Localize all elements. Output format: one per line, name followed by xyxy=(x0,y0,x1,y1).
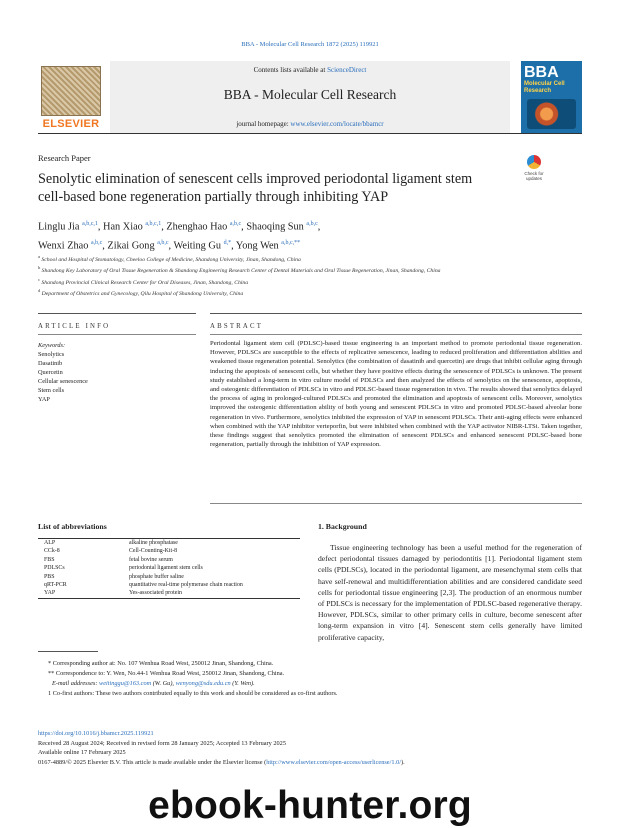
table-row xyxy=(38,556,300,564)
divider xyxy=(210,334,582,335)
journal-header xyxy=(38,61,582,134)
affiliation-text: Shandong Key Laboratory of Oral Tissue Regeneration & Shandong Engineering Research Center of Dental Materials and Oral Tissue Regeneration, Jinan, Shandong, China xyxy=(41,268,441,275)
author-name[interactable]: Wenxi Zhao xyxy=(38,240,89,252)
table-row xyxy=(38,564,300,572)
definition-cell: alkaline phosphatase xyxy=(129,540,178,546)
author-name[interactable]: Weiting Gu xyxy=(173,240,221,252)
affiliation-marker: d xyxy=(38,288,41,294)
definition-cell: quantitative real-time polymerase chain reaction xyxy=(129,582,243,589)
homepage-line xyxy=(110,120,510,128)
license-suffix: ). xyxy=(400,758,405,766)
abbreviation-cell: PBS xyxy=(44,573,55,580)
license-prefix: 0167-4889/© 2025 Elsevier B.V. This article is made available under the Elsevier license ( xyxy=(38,758,267,766)
affiliation-list xyxy=(38,253,558,299)
contents-line xyxy=(110,66,510,74)
crossmark-label: Check for updates xyxy=(524,171,544,181)
email-label: E-mail addresses: xyxy=(52,680,99,687)
definition-cell: periodontal ligament stem cells xyxy=(129,565,203,572)
keyword-item: Dasatinib xyxy=(38,360,63,367)
article-info-heading: ARTICLE INFO xyxy=(38,323,111,330)
license-line xyxy=(38,758,582,768)
co-first-author-note: 1 Co-first authors: These two authors contributed equally to this work and should be considered as co-first authors. xyxy=(48,690,338,697)
keywords-list xyxy=(38,350,196,404)
keyword-item: Quercetin xyxy=(38,369,63,376)
elsevier-logo xyxy=(38,63,104,131)
definition-cell: phosphate buffer saline xyxy=(129,573,184,580)
email-link-wen[interactable]: wenyong@sdu.edu.cn xyxy=(175,680,231,687)
abbreviations-table xyxy=(38,538,300,599)
author-affiliation-marker[interactable]: a,b,c xyxy=(90,240,103,247)
author-affiliation-marker[interactable]: d,* xyxy=(223,240,232,247)
author-separator: , xyxy=(241,221,247,233)
table-row xyxy=(38,573,300,581)
sciencedirect-link[interactable]: ScienceDirect xyxy=(327,66,367,74)
author-separator: , xyxy=(97,221,104,233)
email-owner-wen: (Y. Wen). xyxy=(230,680,255,687)
elsevier-tree-icon xyxy=(41,66,101,116)
keyword-item: Stem cells xyxy=(38,387,65,394)
author-name[interactable]: Shaoqing Sun xyxy=(246,221,304,233)
available-online-date: Available online 17 February 2025 xyxy=(38,749,126,757)
author-separator: , xyxy=(317,221,321,233)
keywords-block xyxy=(38,341,196,404)
keyword-item: Senolytics xyxy=(38,351,65,358)
author-separator: , xyxy=(102,240,108,252)
table-row xyxy=(38,589,300,597)
divider xyxy=(38,313,196,314)
author-name[interactable]: Zikai Gong xyxy=(107,240,155,252)
author-affiliation-marker[interactable]: a,b,c,1 xyxy=(145,221,162,227)
affiliation-marker: a xyxy=(38,254,40,259)
author-affiliation-marker[interactable]: a,b,c,** xyxy=(281,240,301,247)
author-affiliation-marker[interactable]: a,b,c,1 xyxy=(82,221,98,227)
keyword-item: Cellular senescence xyxy=(38,378,88,385)
running-head[interactable]: BBA - Molecular Cell Research 1872 (2025) 119921 xyxy=(241,41,379,48)
affiliation-item xyxy=(38,253,558,264)
abbreviation-cell: PDLSCs xyxy=(44,565,65,572)
journal-name: BBA - Molecular Cell Research xyxy=(223,87,397,102)
affiliation-text: Department of Obstetrics and Gynecology, Qilu Hospital of Shandong University, China xyxy=(41,291,244,298)
affiliation-text: Shandong Provincial Clinical Research Center for Oral Diseases, Jinan, Shandong, China xyxy=(41,279,249,286)
abbreviation-cell: CCk-8 xyxy=(44,548,60,555)
cover-artwork xyxy=(527,99,576,129)
publication-info xyxy=(38,729,582,767)
check-for-updates-button[interactable] xyxy=(521,155,547,183)
author-separator: , xyxy=(231,240,236,252)
author-affiliation-marker[interactable]: a,b,c xyxy=(157,240,169,247)
table-row xyxy=(38,581,300,589)
cover-title: BBA xyxy=(524,64,559,81)
received-dates: Received 28 August 2024; Received in revised form 28 January 2025; Accepted 13 February 2025 xyxy=(38,739,286,747)
journal-info-box xyxy=(110,61,510,133)
email-link-gu[interactable]: weitinggu@163.com xyxy=(99,680,152,687)
license-link[interactable]: http://www.elsevier.com/open-access/userlicense/1.0/ xyxy=(266,758,401,766)
affiliation-marker: b xyxy=(38,265,41,271)
divider xyxy=(210,313,582,314)
author-name[interactable]: Yong Wen xyxy=(235,240,279,252)
article-type: Research Paper xyxy=(38,153,91,163)
definition-cell: fetal bovine serum xyxy=(129,556,173,563)
author-affiliation-marker[interactable]: a,b,c xyxy=(306,221,318,227)
correspondence-note: ** Correspondence to: Y. Wen, No.44-1 Wenhua Road West, 250012 Jinan, Shandong, China. xyxy=(48,670,285,677)
abbreviation-cell: qRT-PCR xyxy=(44,582,67,589)
author-affiliation-marker[interactable]: a,b,c xyxy=(229,221,242,227)
author-separator: , xyxy=(161,221,167,233)
watermark: ebook-hunter.org xyxy=(148,784,472,827)
email-addresses xyxy=(38,679,582,689)
homepage-prefix: journal homepage: xyxy=(236,120,291,128)
definition-cell: Cell-Counting-Kit-8 xyxy=(129,548,178,555)
crossmark-icon xyxy=(527,155,541,169)
email-owner-gu: (W. Gu), xyxy=(151,680,176,687)
divider xyxy=(38,334,196,335)
footnote-divider xyxy=(38,651,98,652)
definition-cell: Yes-associated protein xyxy=(129,590,182,597)
footnotes xyxy=(38,659,582,699)
journal-homepage-link[interactable]: www.elsevier.com/locate/bbamcr xyxy=(290,120,384,128)
divider xyxy=(210,503,582,504)
elsevier-wordmark: ELSEVIER xyxy=(42,118,100,130)
abbreviation-cell: YAP xyxy=(44,590,56,597)
author-list xyxy=(38,216,558,255)
author-separator: , xyxy=(168,240,174,252)
cover-subtitle: Molecular Cell Research xyxy=(524,81,565,94)
background-paragraph: Tissue engineering technology has been a useful method for the regeneration of defect periodontal tissues damaged by periodontitis [1]. Periodontal ligament stem cells (PDLSCs), located in the periodontal ligament, are mesenchymal stem cells that have self-renewal and multidifferentiation abilities and are considered candidate seed cells for periodontal tissue engineering [2,3]. The production of an enormous number of PDLSCs is necessary for the implementation of PDLSC-based regenerative therapy. However, PDLSCs, similar to other primary cells in culture, become senescent after long-term expansion in vitro [4]. Senescent stem cells generally have limited proliferative capacity, xyxy=(318,543,582,642)
author-name[interactable]: Han Xiao xyxy=(103,221,143,233)
abbreviation-cell: ALP xyxy=(44,540,56,546)
affiliation-item xyxy=(38,287,558,298)
abstract-heading: ABSTRACT xyxy=(210,323,264,330)
affiliation-text: School and Hospital of Stomatology, Cheeloo College of Medicine, Shandong University, Jinan, Shandong, China xyxy=(41,256,301,263)
section-heading-background: 1. Background xyxy=(318,522,367,531)
affiliation-item xyxy=(38,276,558,287)
author-name[interactable]: Linglu Jia xyxy=(38,221,80,233)
journal-cover-image[interactable] xyxy=(521,61,582,133)
abstract-text: Periodontal ligament stem cell (PDLSC)-based tissue engineering is an important method to promote periodontal tissue regeneration. However, PDLSCs are susceptible to the effects of replicative senescence, leading to reduced proliferation and differentiation abilities and weakened tissue regeneration potential. Senolytics (the combination of dasatinib and quercetin) are drugs that inhibit cellular aging through inducing the apoptosis of senescent cells, but whether they have positive effects during the senescence of PDLSCs is unknown. The present study established a long-term in vitro culture model of PDLSCs and then analyzed the effects of senolytics on the senescence, apoptosis, and osteogenic differentiation of PDLSCs in vitro and PDLSC-based tissue regeneration in vivo. The results showed that senolytics delayed the process of aging in prolonged-cultured PDLSCs and promoted the elimination and apoptosis of senescent cells. Moreover, senolytics improved the osteogenic differentiation ability of both young and senescent PDLSCs in vitro and promoted PDLSC-based alveolar bone regeneration in vivo. Furthermore, senolytics inhibited the expression of YAP in senescent PDLSCs. Their anti-aging effects were enhanced when combined with the YAP inhibitor verteporfin, but were inhibited when combined with the YAP activator NIBR-LTSi. Taken together, these findings suggest that senolytics promoted the elimination of senescent PDLSCs and enhanced senescent PDLSC-based bone regeneration, partially through the inhibition of YAP expression. xyxy=(210,340,582,449)
author-name[interactable]: Zhenghao Hao xyxy=(166,221,228,233)
article-title: Senolytic elimination of senescent cells improved periodontal ligament stem cell-based bone regeneration partially through inhibiting YAP xyxy=(38,171,473,205)
affiliation-item xyxy=(38,264,558,275)
table-row xyxy=(38,547,300,555)
doi-link[interactable]: https://doi.org/10.1016/j.bbamcr.2025.119921 xyxy=(38,730,154,737)
abbreviation-cell: FBS xyxy=(44,556,55,563)
abbreviations-heading: List of abbreviations xyxy=(38,522,107,531)
keywords-label: Keywords: xyxy=(38,342,66,349)
table-row xyxy=(38,539,300,547)
affiliation-marker: c xyxy=(38,276,40,282)
corresponding-author-note: * Corresponding author at: No. 107 Wenhua Road West, 250012 Jinan, Shandong, China. xyxy=(48,660,274,667)
contents-prefix: Contents lists available at xyxy=(253,66,328,74)
keyword-item: YAP xyxy=(38,396,50,403)
